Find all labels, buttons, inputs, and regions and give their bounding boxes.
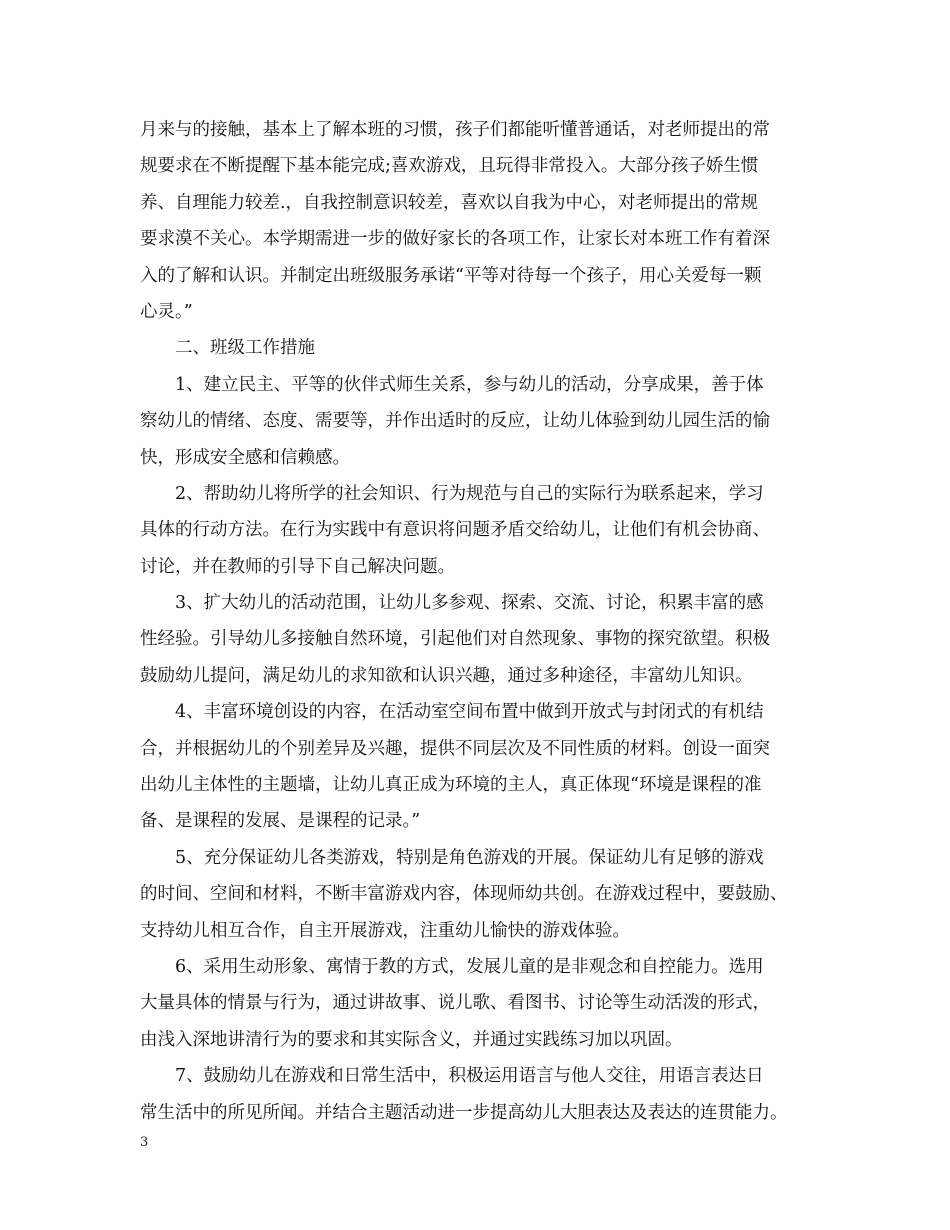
text-line: 7、鼓励幼儿在游戏和日常生活中，积极运用语言与他人交往，用语言表达日 [175, 1066, 764, 1087]
text-line: 心灵。” [140, 301, 193, 322]
text-line: 常生活中的所见所闻。并结合主题活动进一步提高幼儿大胆表达及表达的连贯能力。 [140, 1102, 788, 1123]
text-line: 由浅入深地讲清行为的要求和其实际含义，并通过实践练习加以巩固。 [140, 1029, 683, 1050]
text-line: 出幼儿主体性的主题墙，让幼儿真正成为环境的主人，真正体现“环境是课程的准 [140, 775, 762, 796]
text-line: 备、是课程的发展、是课程的记录。” [140, 811, 421, 832]
text-line: 要求漠不关心。本学期需进一步的做好家长的各项工作，让家长对本班工作有着深 [140, 229, 770, 250]
text-line: 规要求在不断提醒下基本能完成;喜欢游戏，且玩得非常投入。大部分孩子娇生惯 [140, 156, 759, 177]
section-heading: 二、班级工作措施 [175, 338, 315, 359]
text-line: 具体的行动方法。在行为实践中有意识将问题矛盾交给幼儿，让他们有机会协商、 [140, 520, 770, 541]
text-line: 1、建立民主、平等的伙伴式师生关系，参与幼儿的活动，分享成果，善于体 [175, 374, 764, 395]
text-line: 3、扩大幼儿的活动范围，让幼儿多参观、探索、交流、讨论，积累丰富的感 [175, 593, 764, 614]
text-line: 5、充分保证幼儿各类游戏，特别是角色游戏的开展。保证幼儿有足够的游戏 [175, 847, 764, 868]
text-line: 合，并根据幼儿的个别差异及兴趣，提供不同层次及不同性质的材料。创设一面突 [140, 738, 770, 759]
text-line: 察幼儿的情绪、态度、需要等，并作出适时的反应，让幼儿体验到幼儿园生活的愉 [140, 411, 770, 432]
text-line: 性经验。引导幼儿多接触自然环境，引起他们对自然现象、事物的探究欲望。积极 [140, 629, 770, 650]
text-line: 讨论，并在教师的引导下自己解决问题。 [140, 556, 455, 577]
text-line: 6、采用生动形象、寓情于教的方式，发展儿童的是非观念和自控能力。选用 [175, 956, 764, 977]
text-line: 养、自理能力较差.，自我控制意识较差，喜欢以自我为中心，对老师提出的常规 [140, 192, 759, 213]
document-body [140, 112, 830, 1131]
text-line: 入的了解和认识。并制定出班级服务承诺“平等对待每一个孩子，用心关爱每一颗 [140, 265, 762, 286]
text-line: 鼓励幼儿提问，满足幼儿的求知欲和认识兴趣，通过多种途径，丰富幼儿知识。 [140, 665, 753, 686]
text-line: 快，形成安全感和信赖感。 [140, 447, 350, 468]
page-number: 3 [140, 1135, 149, 1150]
text-line: 大量具体的情景与行为，通过讲故事、说儿歌、看图书、讨论等生动活泼的形式， [140, 993, 770, 1014]
text-line: 支持幼儿相互合作，自主开展游戏，注重幼儿愉快的游戏体验。 [140, 920, 630, 941]
text-line: 月来与的接触，基本上了解本班的习惯，孩子们都能听懂普通话，对老师提出的常 [140, 120, 770, 140]
text-line: 2、帮助幼儿将所学的社会知识、行为规范与自己的实际行为联系起来，学习 [175, 483, 764, 504]
text-line: 4、丰富环境创设的内容，在活动室空间布置中做到开放式与封闭式的有机结 [175, 702, 764, 723]
text-line: 的时间、空间和材料，不断丰富游戏内容，体现师幼共创。在游戏过程中，要鼓励、 [140, 884, 788, 905]
